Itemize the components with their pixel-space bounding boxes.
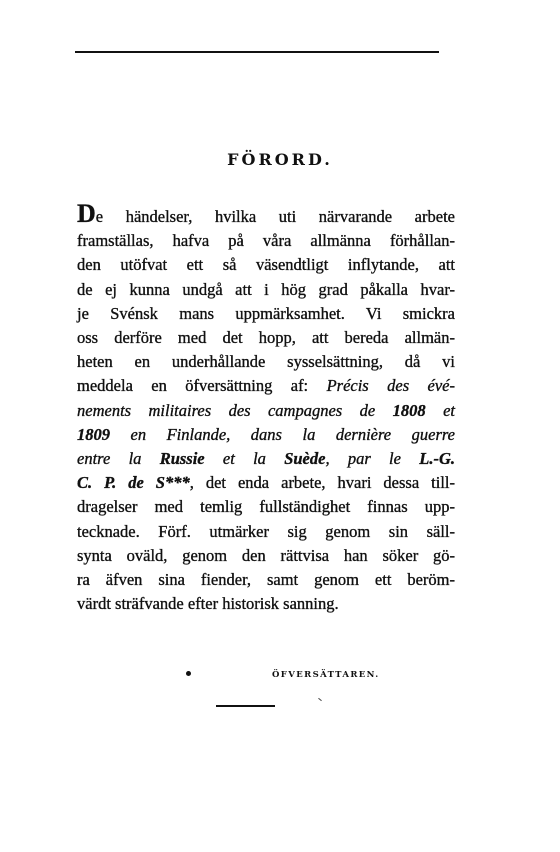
text-run: heten en underhållande sysselsättning, då vi [77, 352, 455, 372]
page-heading: FÖRORD. [227, 150, 333, 169]
text-run: Suède [284, 449, 326, 469]
text-line [77, 447, 455, 471]
text-run: den utöfvat ett så väsendtligt inflytande, att [77, 255, 455, 275]
text-line [77, 592, 455, 616]
bottom-rule [216, 705, 275, 707]
text-line [77, 374, 455, 398]
text-run: et [425, 400, 455, 420]
preface-paragraph [77, 199, 455, 616]
text-run: entre la [77, 449, 160, 469]
text-line [77, 471, 455, 495]
text-run: 1808 [392, 400, 426, 420]
text-line [77, 495, 455, 519]
text-line [77, 423, 455, 447]
text-run: tecknade. Förf. utmärker sig genom sin säll- [77, 521, 455, 541]
text-line [77, 199, 455, 229]
text-line [77, 278, 455, 302]
text-line [77, 399, 455, 423]
text-line [77, 520, 455, 544]
text-run: C. P. de S*** [77, 473, 190, 493]
text-run: de ej kunna undgå att i hög grad påkalla hvar- [77, 279, 455, 299]
text-run: Précis des évé- [326, 376, 455, 396]
translator-signature: ÖFVERSÄTTAREN. [272, 670, 380, 680]
text-run: värdt sträfvande efter historisk sanning. [77, 594, 339, 614]
text-run: nements militaires des campagnes de [77, 400, 393, 420]
text-run: Russie [159, 449, 205, 469]
text-line [77, 253, 455, 277]
text-line [77, 350, 455, 374]
drop-cap: D [77, 199, 96, 228]
text-line [77, 229, 455, 253]
ink-dot [186, 671, 191, 676]
text-run: en Finlande, dans la dernière guerre [110, 424, 455, 444]
text-run: 1809 [77, 424, 110, 444]
text-run: et la [204, 449, 285, 469]
top-rule [75, 51, 439, 53]
ink-speck [318, 698, 322, 701]
text-run: dragelser med temlig fullständighet finnas upp- [77, 497, 455, 517]
text-line [77, 568, 455, 592]
text-run: L.-G. [419, 449, 455, 469]
text-run: je Svénsk mans uppmärksamhet. Vi smickra [77, 303, 455, 323]
text-run: meddela en öfversättning af: [77, 376, 327, 396]
text-run: e händelser, hvilka uti närvarande arbete [95, 207, 455, 226]
text-run: oss derföre med det hopp, att bereda allmän- [77, 328, 455, 348]
text-run: synta oväld, genom den rättvisa han söker gö- [77, 545, 455, 565]
text-line [77, 302, 455, 326]
text-run: ra äfven sina fiender, samt genom ett beröm- [77, 570, 455, 590]
text-line [77, 326, 455, 350]
text-run: framställas, hafva på våra allmänna förhållan- [77, 231, 455, 251]
text-run: , par le [325, 449, 420, 469]
text-line [77, 544, 455, 568]
text-run: , det enda arbete, hvari dessa till- [189, 473, 455, 493]
